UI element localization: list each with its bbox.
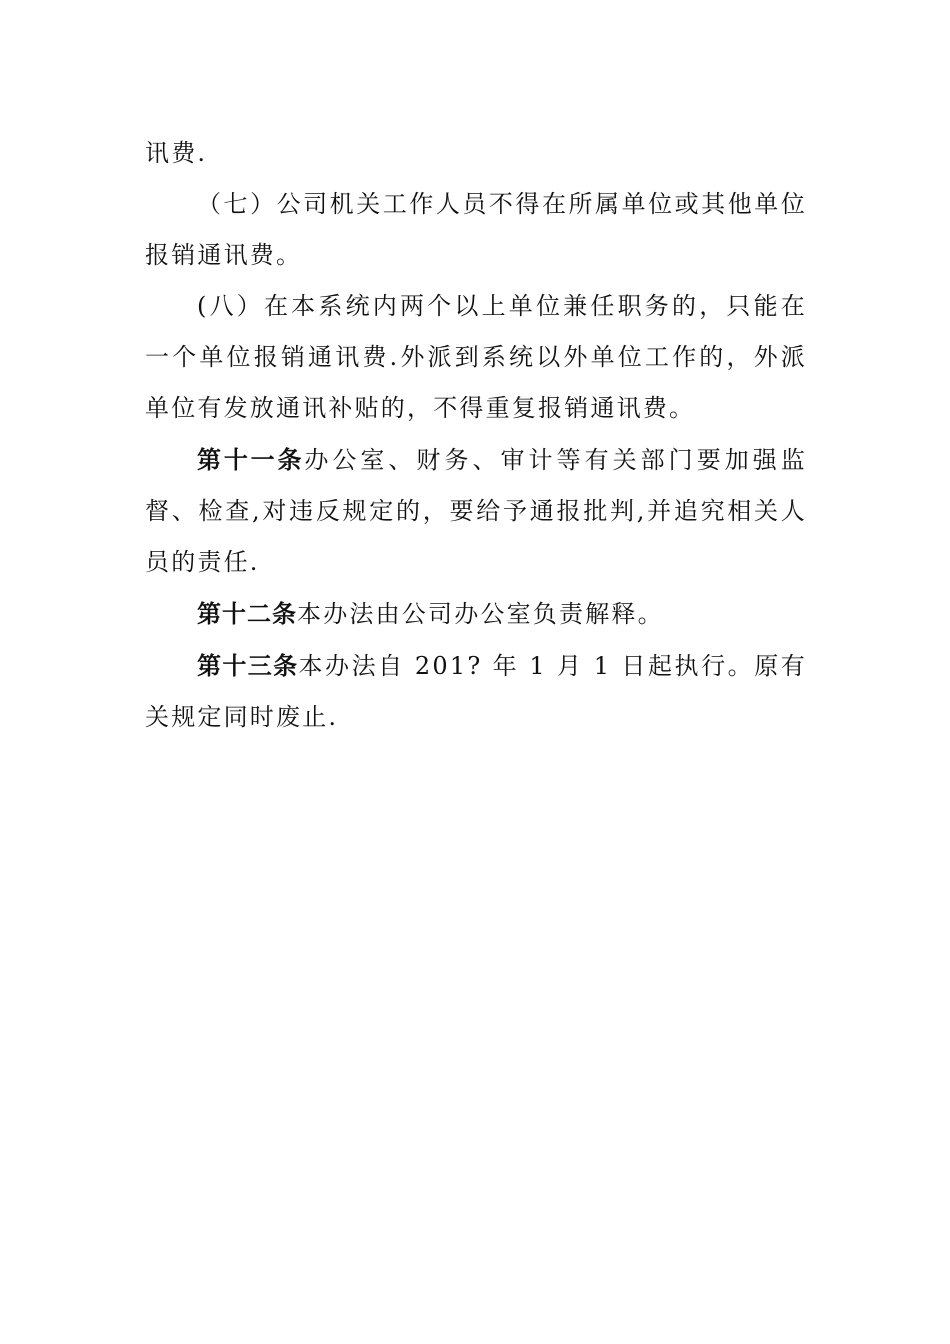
paragraph-text: 讯费. bbox=[145, 139, 208, 167]
article-number: 第十二条 bbox=[197, 599, 297, 628]
paragraph-item-7 bbox=[145, 179, 807, 281]
document-body bbox=[145, 128, 807, 743]
article-text: 本办法自 201? 年 1 月 1 日起执行。原有关规定同时废止. bbox=[145, 652, 808, 731]
paragraph-text: (八）在本系统内两个以上单位兼任职务的，只能在一个单位报销通讯费.外派到系统以外单位工作的，外派单位有发放通讯补贴的，不得重复报销通讯费。 bbox=[145, 292, 807, 422]
article-text: 办公室、财务、审计等有关部门要加强监督、检查,对违反规定的，要给予通报批判,并追究相关人员的责任. bbox=[145, 446, 807, 576]
paragraph-continuation bbox=[145, 128, 807, 179]
article-number: 第十三条 bbox=[197, 651, 299, 680]
article-13 bbox=[145, 640, 807, 743]
paragraph-text: （七）公司机关工作人员不得在所属单位或其他单位报销通讯费。 bbox=[145, 190, 807, 269]
article-number: 第十一条 bbox=[197, 445, 305, 474]
article-12 bbox=[145, 588, 807, 640]
article-text: 本办法由公司办公室负责解释。 bbox=[297, 600, 664, 628]
article-11 bbox=[145, 434, 807, 588]
paragraph-item-8 bbox=[145, 281, 807, 434]
